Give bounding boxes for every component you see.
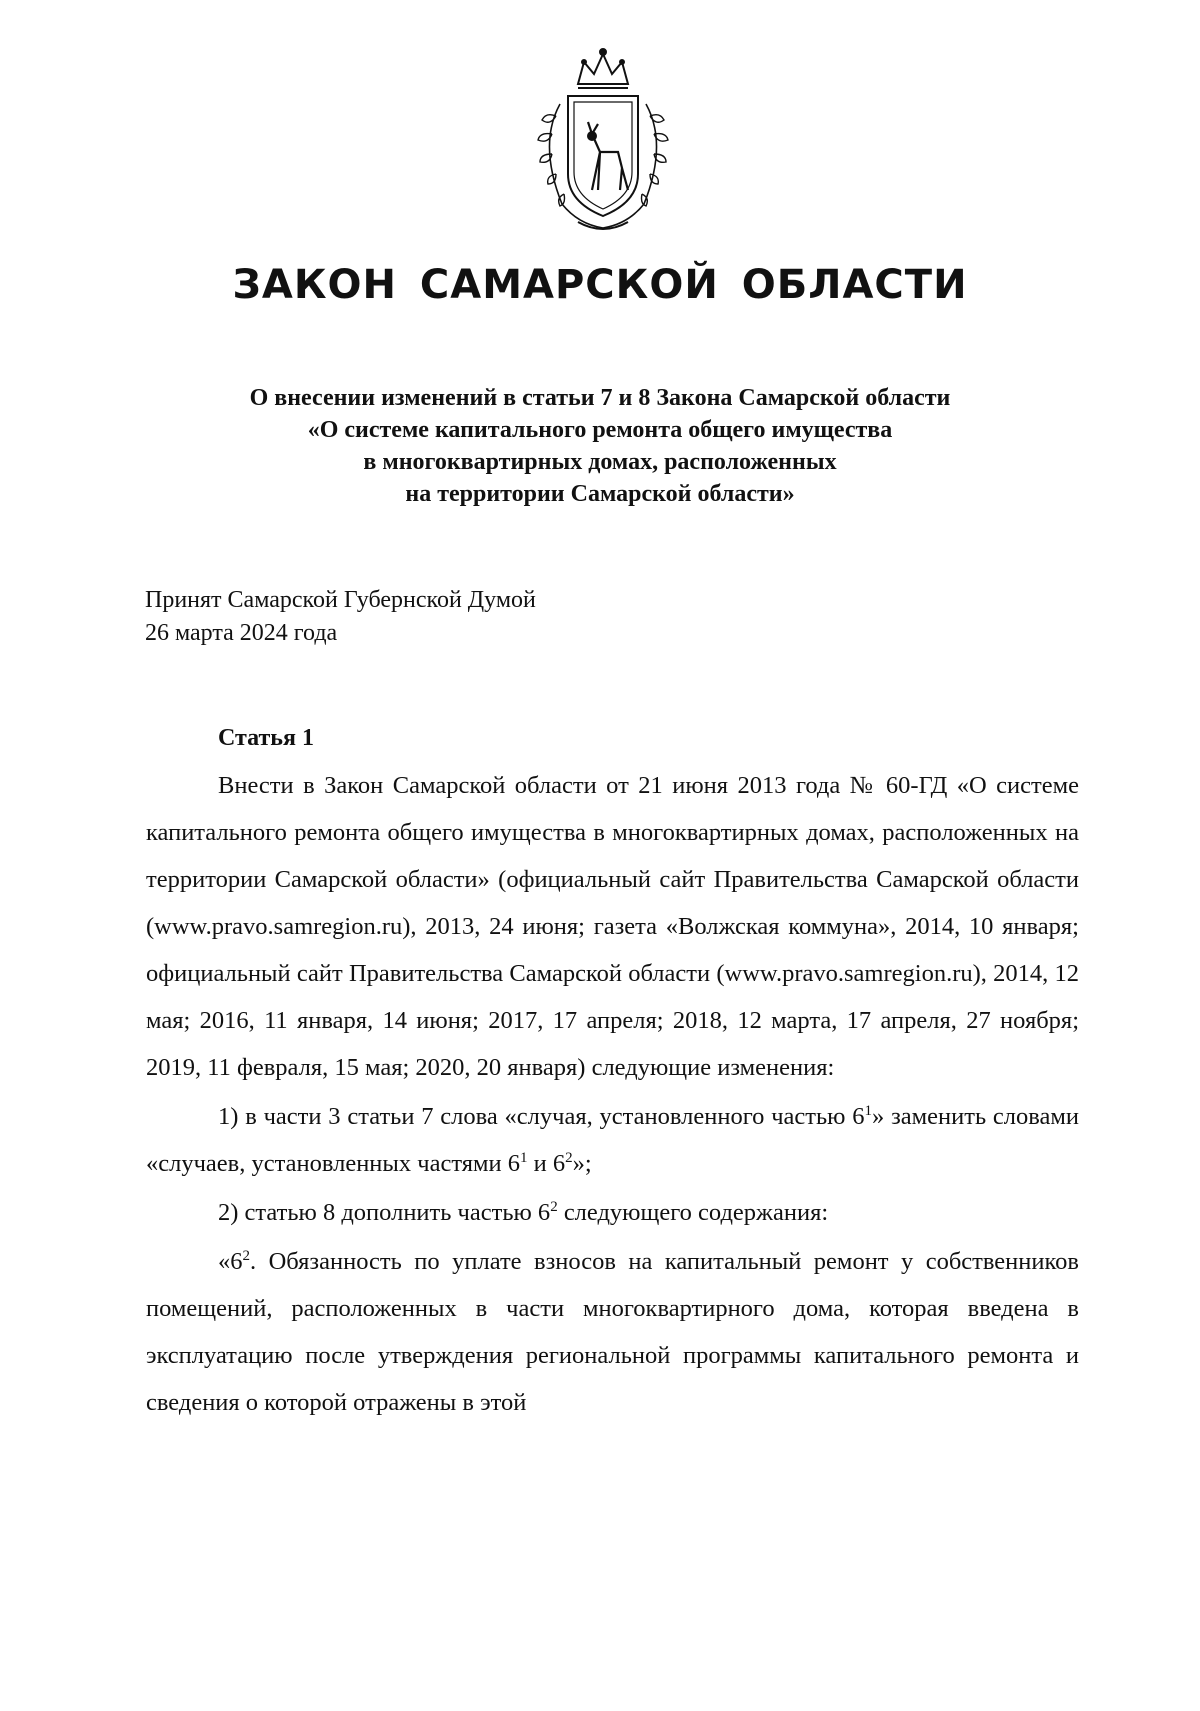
article-title: Статья 1 <box>218 725 314 751</box>
law-subtitle <box>150 382 1050 510</box>
subtitle-line: в многоквартирных домах, расположенных <box>363 449 837 475</box>
subtitle-line: на территории Самарской области» <box>405 481 795 507</box>
adoption-date: 26 марта 2024 года <box>145 620 338 646</box>
article-body <box>146 762 1079 1426</box>
paragraph-item-3: «$6^2$. Обязанность по уплате взносов на капитальный ремонт у собственников помещений, расположенных в части многоквартирного дома, которая введена в эксплуатацию после утверждения региональной программы капитального ремонта и сведения о которой отражены в этой <box>146 1247 1079 1416</box>
paragraph-item-1: 1) в части 3 статьи 7 слова «случая, установленного частью $6^1$» заменить словами «случаев, установленных частями $6^1$ и $6^2$»; <box>146 1102 1080 1177</box>
law-title: ЗАКОН САМАРСКОЙ ОБЛАСТИ <box>232 262 968 308</box>
subtitle-line: «О системе капитального ремонта общего имущества <box>307 417 893 443</box>
coat-of-arms-emblem <box>508 44 698 238</box>
subtitle-line: О внесении изменений в статьи 7 и 8 Закона Самарской области <box>249 385 951 411</box>
adoption-body: Принят Самарской Губернской Думой <box>145 587 536 613</box>
paragraph-intro: Внести в Закон Самарской области от 21 июня 2013 года № 60-ГД «О системе капитального ремонта общего имущества в многоквартирных домах, расположенных на территории Самарской области» (официальный сайт Правительства Самарской области (www.pravo.samregion.ru), 2013, 24 июня; газета «Волжская коммуна», 2014, 10 января; официальный сайт Правительства Самарской области (www.pravo.samregion.ru), 2014, 12 мая; 2016, 11 января, 14 июня; 2017, 17 апреля; 2018, 12 марта, 17 апреля, 27 ноября; 2019, 11 февраля, 15 мая; 2020, 20 января) следующие изменения: <box>146 772 1079 1081</box>
paragraph-item-2: 2) статью 8 дополнить частью $6^2$ следующего содержания: <box>218 1198 829 1226</box>
adoption-info <box>145 584 536 650</box>
